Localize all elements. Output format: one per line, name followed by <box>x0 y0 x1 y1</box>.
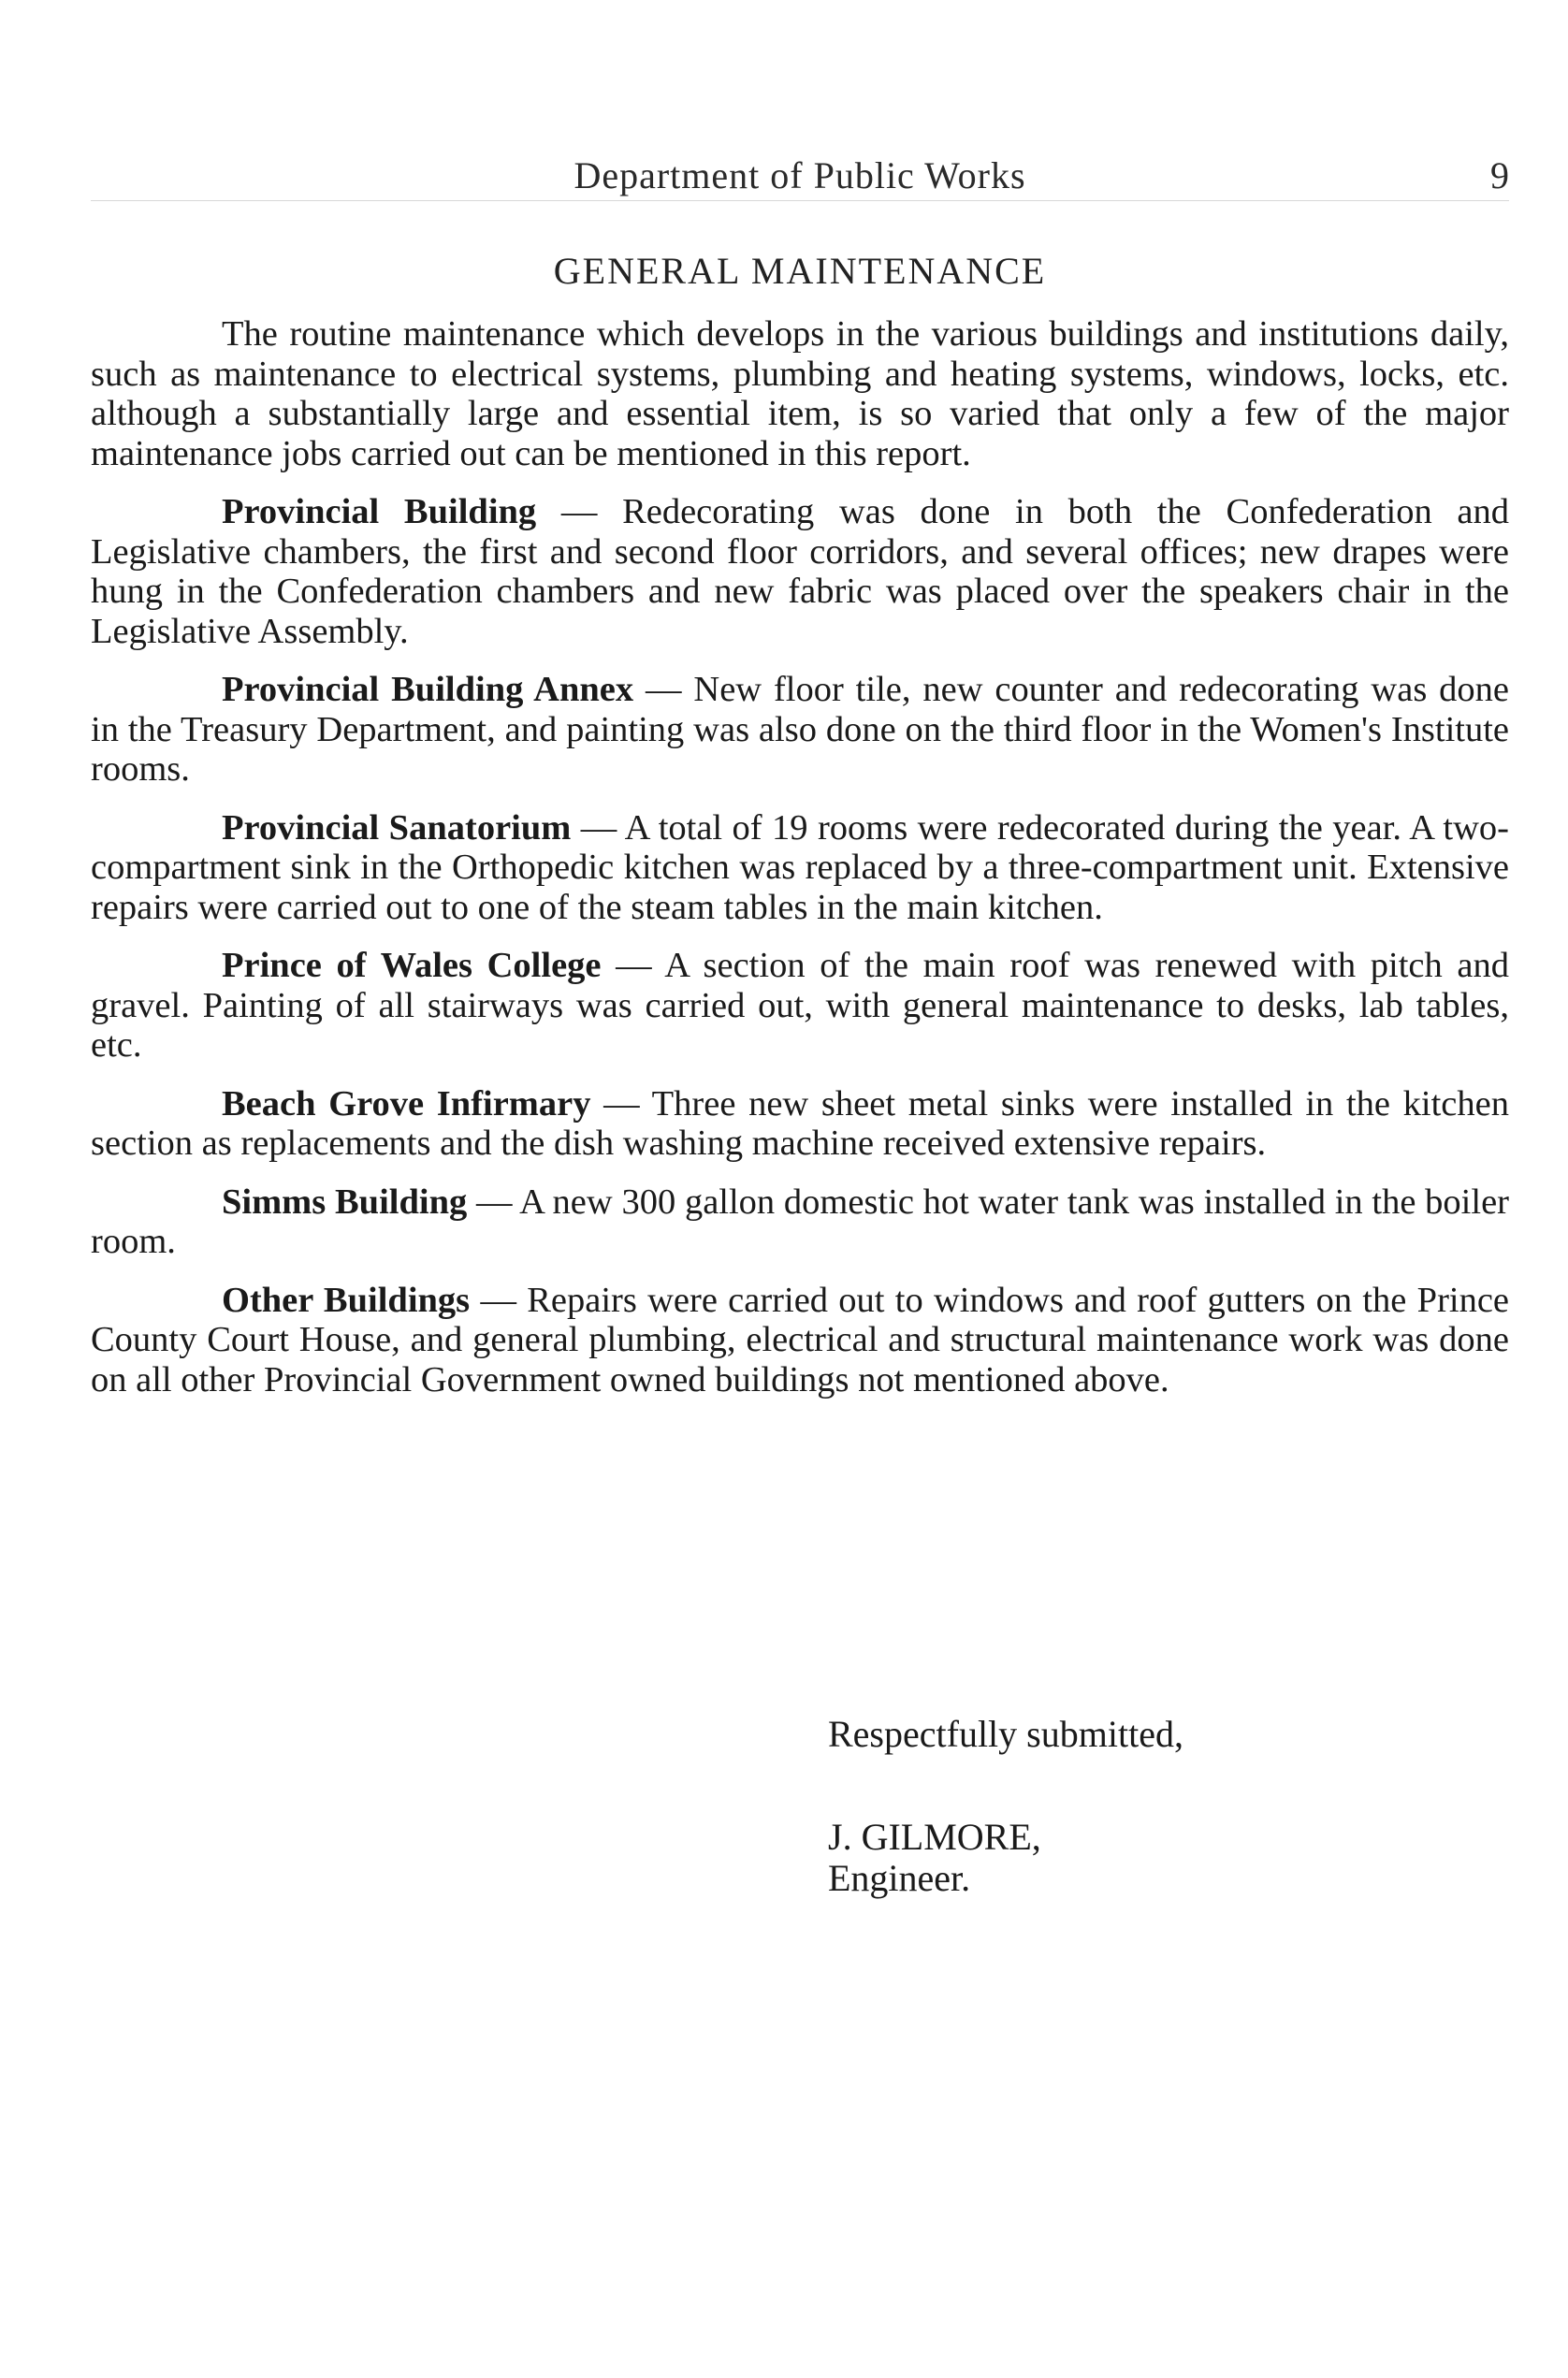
paragraph-text: Repairs were carried out to windows and roof gutters on the Prince County Court House, and general plumbing, electrical and structural maintenance work was done on all other Provincial Government owned buildings not mentioned above. <box>91 1280 1510 1399</box>
paragraph-prince-of-wales-college <box>91 946 1509 1066</box>
paragraph-text: A new 300 gallon domestic hot water tank was installed in the boiler room. <box>91 1182 1509 1261</box>
em-dash: — <box>580 807 617 848</box>
em-dash: — <box>560 492 598 531</box>
document-page <box>91 0 1509 2378</box>
paragraph-text: Redecorating was done in both the Confederation and Legislative chambers, the first and second floor corridors, and several offices; new drapes were hung in the Confederation chambers and new fabric was placed over the speakers chair in the Legislative Assembly. <box>91 492 1510 651</box>
paragraph-lead: Provincial Sanatorium <box>222 807 572 848</box>
paragraph-text: A total of 19 rooms were redecorated during the year. A two-compartment sink in the Orthopedic kitchen was replaced by a three-compartment unit. Extensive repairs were carried out to one of the steam tables in the main kitchen. <box>91 807 1509 927</box>
paragraph-lead: Simms Building <box>222 1182 468 1222</box>
closing-line: Respectfully submitted, <box>828 1713 1183 1755</box>
paragraph-provincial-building <box>91 492 1509 651</box>
paragraph-provincial-sanatorium <box>91 808 1509 928</box>
header-rule <box>91 200 1509 201</box>
paragraph-lead: Provincial Building <box>222 492 537 531</box>
paragraph-lead: Prince of Wales College <box>222 946 602 985</box>
em-dash: — <box>480 1280 516 1320</box>
paragraph-other-buildings <box>91 1281 1509 1400</box>
paragraph-lead: Provincial Building Annex <box>222 670 634 709</box>
paragraph-text: Three new sheet metal sinks were installed in the kitchen section as replacements and the dish washing machine received extensive repairs. <box>91 1083 1509 1163</box>
paragraph-simms-building <box>91 1182 1509 1262</box>
running-title: Department of Public Works <box>573 154 1026 196</box>
page-number: 9 <box>1490 154 1509 196</box>
em-dash: — <box>476 1182 513 1222</box>
paragraph-provincial-building-annex <box>91 670 1509 790</box>
section-heading: GENERAL MAINTENANCE <box>553 250 1047 292</box>
paragraph-beach-grove-infirmary <box>91 1084 1509 1164</box>
signatory-name: J. GILMORE, <box>828 1816 1041 1858</box>
body-text <box>91 314 1509 1418</box>
em-dash: — <box>603 1083 640 1124</box>
em-dash: — <box>646 670 682 709</box>
em-dash: — <box>616 946 652 985</box>
paragraph-lead: Beach Grove Infirmary <box>222 1083 591 1124</box>
paragraph-lead: Other Buildings <box>222 1280 471 1320</box>
paragraph-text: New floor tile, new counter and redecorating was done in the Treasury Department, and painting was also done on the third floor in the Women's Institute rooms. <box>91 670 1510 789</box>
intro-paragraph: The routine maintenance which develops in the various buildings and institutions daily, such as maintenance to electrical systems, plumbing and heating systems, windows, locks, etc. although a substantially large and essential item, is so varied that only a few of the major maintenance jobs carried out can be mentioned in this report. <box>91 314 1509 473</box>
running-header <box>91 150 1509 202</box>
signatory-title: Engineer. <box>828 1857 971 1899</box>
paragraph-text: A section of the main roof was renewed with pitch and gravel. Painting of all stairways was carried out, with general maintenance to desks, lab tables, etc. <box>91 946 1509 1065</box>
signature-block <box>828 1714 1183 1899</box>
